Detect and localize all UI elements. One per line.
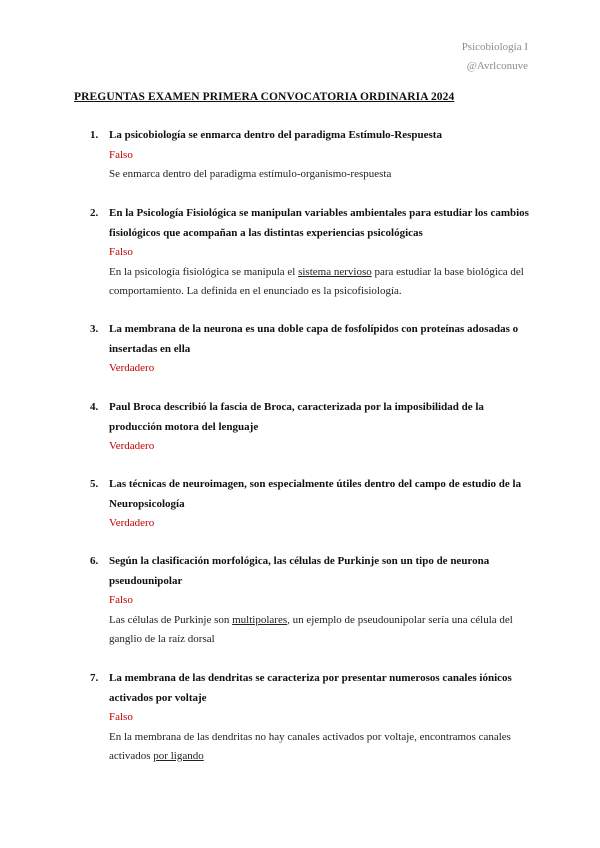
answer-explanation: Se enmarca dentro del paradigma estímulo-organismo-respuesta: [109, 168, 392, 180]
question-item: [90, 475, 530, 534]
answer-label: Falso: [109, 594, 133, 606]
course-name: Psicobiología I: [461, 41, 528, 53]
page-header: [462, 38, 528, 76]
explanation-text: Las células de Purkinje son: [109, 613, 233, 626]
question-item: [90, 126, 530, 185]
explanation-text: , un ejemplo de pseudounipolar sería una célula del ganglio de la raíz dorsal: [109, 613, 513, 645]
answer-label: Falso: [109, 246, 133, 258]
question-text: En la Psicología Fisiológica se manipulan variables ambientales para estudiar los cambios fisiológicos que acompañan a las distintas experiencias psicológicas: [109, 207, 529, 239]
question-item: [90, 552, 530, 650]
explanation-text: En la membrana de las dendritas no hay canales activados por voltaje, encontramos canales activados: [109, 730, 511, 762]
answer-label: Verdadero: [109, 517, 155, 529]
author-handle: @Avrlconuve: [466, 60, 528, 72]
answer-label: Falso: [109, 148, 133, 161]
explanation-underlined-term: por ligando: [153, 750, 204, 762]
explanation-underlined-term: sistema nervioso: [298, 265, 372, 278]
question-text: La psicobiología se enmarca dentro del paradigma Estímulo-Respuesta: [109, 129, 442, 141]
explanation-underlined-term: multipolares: [232, 613, 288, 626]
answer-label: Verdadero: [109, 362, 155, 374]
question-number: 4.: [90, 401, 99, 413]
document-title: PREGUNTAS EXAMEN PRIMERA CONVOCATORIA ORDINARIA 2024: [74, 91, 455, 103]
question-number: 2.: [90, 207, 99, 219]
question-text: La membrana de la neurona es una doble capa de fosfolípidos con proteínas adosadas o insertadas en ella: [109, 323, 519, 355]
question-item: [90, 320, 530, 379]
answer-explanation: [109, 728, 530, 767]
question-number: 7.: [90, 672, 99, 684]
question-text: La membrana de las dendritas se caracteriza por presentar numerosos canales iónicos activados por voltaje: [109, 672, 512, 704]
explanation-text: En la psicología fisiológica se manipula el: [109, 265, 299, 278]
question-text: Según la clasificación morfológica, las células de Purkinje son un tipo de neurona pseudounipolar: [109, 555, 490, 587]
answer-label: Verdadero: [109, 440, 155, 452]
question-number: 1.: [90, 129, 99, 141]
answer-explanation: [109, 611, 530, 650]
question-number: 6.: [90, 555, 99, 567]
question-number: 5.: [90, 478, 99, 490]
question-text: Paul Broca describió la fascia de Broca, caracterizada por la imposibilidad de la producción motora del lenguaje: [109, 401, 484, 433]
question-text: Las técnicas de neuroimagen, son especialmente útiles dentro del campo de estudio de la Neuropsicología: [109, 478, 522, 510]
explanation-text: para estudiar la base biológica del comportamiento. La definida en el enunciado es la psicofisiología.: [109, 265, 524, 297]
question-item: [90, 398, 530, 457]
question-item: [90, 204, 530, 302]
answer-explanation: [109, 263, 530, 302]
question-item: [90, 669, 530, 767]
question-number: 3.: [90, 323, 99, 335]
answer-label: Falso: [109, 711, 133, 723]
